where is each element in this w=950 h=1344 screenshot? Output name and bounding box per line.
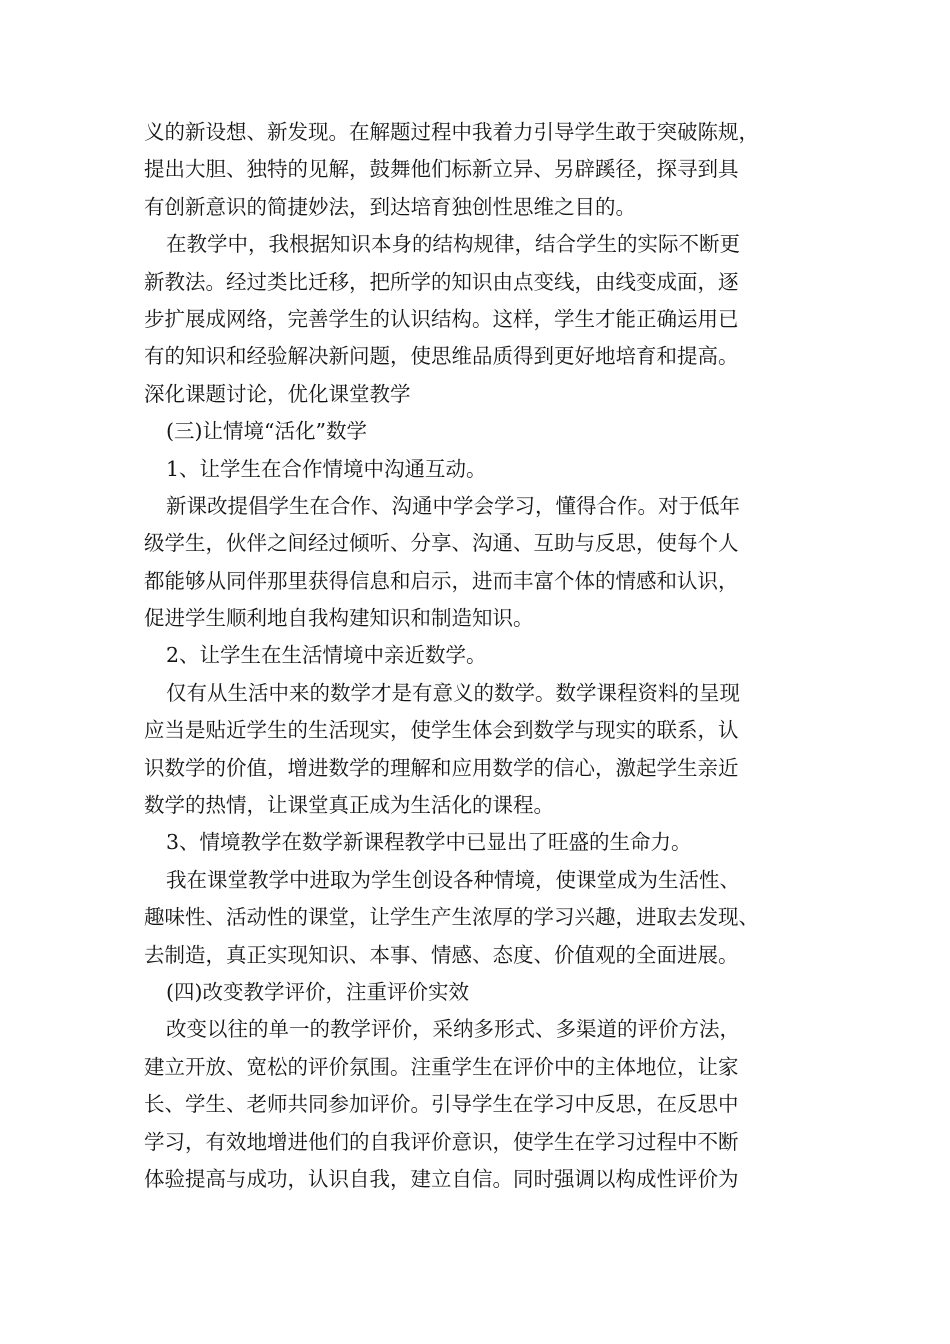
paragraph-start-line: 改变以往的单一的教学评价，采纳多形式、多渠道的评价方法， — [166, 1017, 740, 1042]
text-line: 都能够从同伴那里获得信息和启示，进而丰富个体的情感和认识， — [144, 568, 739, 593]
text-line: 识数学的价值，增进数学的理解和应用数学的信心，激起学生亲近 — [144, 755, 739, 780]
document-body — [144, 114, 824, 1198]
paragraph-start-line: 在教学中，我根据知识本身的结构规律，结合学生的实际不断更 — [166, 232, 740, 257]
text-line: 学习，有效地增进他们的自我评价意识，使学生在学习过程中不断 — [144, 1129, 739, 1154]
text-line: 建立开放、宽松的评价氛围。注重学生在评价中的主体地位，让家 — [144, 1054, 739, 1079]
text-line: 义的新设想、新发现。在解题过程中我着力引导学生敢于突破陈规， — [144, 120, 759, 144]
section-heading-3: (三)让情境“活化”数学 — [166, 419, 367, 444]
text-line: 去制造，真正实现知识、本事、情感、态度、价值观的全面进展。 — [144, 942, 739, 967]
text-line: 步扩展成网络，完善学生的认识结构。这样，学生才能正确运用已 — [144, 306, 739, 331]
text-line: 趣味性、活动性的课堂，让学生产生浓厚的学习兴趣，进取去发现、 — [144, 905, 759, 930]
text-line: 促进学生顺利地自我构建知识和制造知识。 — [144, 606, 534, 631]
text-line: 体验提高与成功，认识自我，建立自信。同时强调以构成性评价为 — [144, 1166, 739, 1191]
subheading-2: 2、让学生在生活情境中亲近数学。 — [166, 643, 487, 668]
text-line: 级学生，伙伴之间经过倾听、分享、沟通、互助与反思，使每个人 — [144, 531, 739, 556]
text-line: 新教法。经过类比迁移，把所学的知识由点变线，由线变成面，逐 — [144, 269, 739, 294]
section-title: 深化课题讨论，优化课堂教学 — [144, 381, 411, 406]
text-line: 数学的热情，让课堂真正成为生活化的课程。 — [144, 793, 554, 818]
text-line: 长、学生、老师共同参加评价。引导学生在学习中反思，在反思中 — [144, 1092, 739, 1117]
paragraph-start-line: 新课改提倡学生在合作、沟通中学会学习，懂得合作。对于低年 — [166, 493, 740, 518]
paragraph-start-line: 仅有从生活中来的数学才是有意义的数学。数学课程资料的呈现 — [166, 680, 740, 705]
paragraph-start-line: 我在课堂教学中进取为学生创设各种情境，使课堂成为生活性、 — [166, 867, 740, 892]
section-heading-4: (四)改变教学评价，注重评价实效 — [166, 979, 469, 1004]
text-line: 有的知识和经验解决新问题，使思维品质得到更好地培育和提高。 — [144, 344, 739, 369]
subheading-1: 1、让学生在合作情境中沟通互动。 — [166, 456, 487, 481]
text-line: 有创新意识的简捷妙法，到达培育独创性思维之目的。 — [144, 194, 636, 219]
text-line: 提出大胆、独特的见解，鼓舞他们标新立异、另辟蹊径，探寻到具 — [144, 157, 739, 182]
subheading-3: 3、情境教学在数学新课程教学中已显出了旺盛的生命力。 — [166, 830, 692, 855]
text-line: 应当是贴近学生的生活现实，使学生体会到数学与现实的联系，认 — [144, 718, 739, 743]
